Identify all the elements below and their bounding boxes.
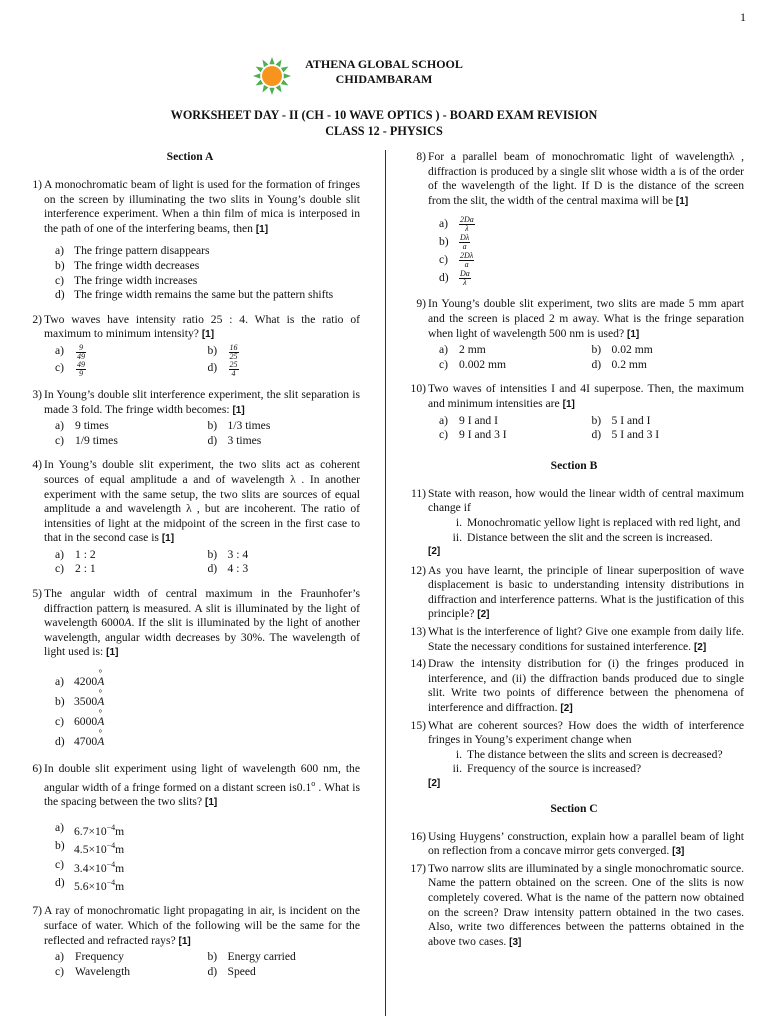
- options: [439, 414, 744, 443]
- option-letter: d): [207, 360, 218, 374]
- option-exponent: −4: [106, 859, 116, 869]
- question-text: State with reason, how would the linear width of central maximum change if: [428, 486, 744, 515]
- option-letter: d): [439, 271, 449, 285]
- option-exponent: −4: [106, 822, 116, 832]
- fraction: [459, 216, 475, 233]
- question-text: In Young’s double slit interference experiment, the slit separation is made 3 fold. The fringe width becomes:: [44, 387, 360, 416]
- option-mantissa: 6.7×10: [74, 824, 107, 838]
- option-b: [208, 548, 361, 563]
- sub-question-label: i.: [455, 515, 462, 529]
- question-5: [20, 587, 360, 752]
- angstrom-unit: ° A: [97, 732, 104, 752]
- sub-question-i: [442, 516, 744, 531]
- option-text: Energy carried: [227, 950, 296, 964]
- option-letter: c): [55, 433, 65, 447]
- section-a-heading: Section A: [166, 150, 214, 163]
- sub-question-text: The distance between the slits and screen is decreased?: [467, 747, 723, 761]
- option-letter: c): [55, 857, 65, 871]
- question-number: 6): [32, 762, 42, 776]
- option-b: [55, 839, 360, 857]
- option-c: [55, 562, 208, 577]
- marks: [2]: [428, 778, 441, 789]
- option-letter: a): [55, 343, 65, 357]
- option-letter: a): [439, 343, 449, 357]
- option-text: 4200: [74, 675, 98, 689]
- option-letter: a): [55, 675, 65, 689]
- denominator: 25: [229, 351, 238, 361]
- option-text: 9 I and I: [459, 413, 498, 427]
- option-a: [55, 821, 360, 839]
- option-letter: d): [55, 735, 65, 749]
- marks: [1]: [232, 404, 245, 416]
- option-letter: d): [207, 433, 218, 447]
- sub-question-ii: [442, 762, 744, 777]
- question-3: [20, 388, 360, 448]
- question-4: [20, 458, 360, 577]
- sub-question-label: ii.: [452, 530, 462, 544]
- left-column: [20, 150, 360, 989]
- marks: [1]: [106, 647, 119, 659]
- marks: [1]: [627, 328, 640, 340]
- marks: [1]: [562, 398, 575, 410]
- option-unit: m: [115, 879, 125, 893]
- option-letter: b): [55, 695, 65, 709]
- options: [439, 343, 744, 372]
- question-11: [404, 487, 744, 560]
- option-text: 3 : 4: [227, 547, 249, 561]
- option-letter: b): [55, 258, 65, 272]
- option-c: [55, 858, 360, 876]
- option-letter: b): [207, 343, 218, 357]
- option-letter: c): [55, 964, 65, 978]
- question-number: 11): [410, 486, 426, 500]
- angstrom-unit: ° A: [97, 712, 104, 732]
- question-10: [404, 382, 744, 442]
- option-letter: c): [55, 715, 65, 729]
- section-b-heading: Section B: [550, 458, 598, 472]
- option-letter: d): [207, 964, 218, 978]
- question-2: [20, 313, 360, 378]
- angstrom-unit: ° A: [97, 692, 104, 712]
- sub-question-ii: [442, 531, 744, 546]
- option-b: [208, 344, 361, 361]
- options: [55, 419, 360, 448]
- option-b: [208, 419, 361, 434]
- question-text-cont: . What is the spacing between the two slits?: [44, 780, 361, 809]
- fraction: [459, 252, 474, 269]
- sub-questions: [442, 516, 744, 545]
- question-number: 13): [410, 625, 426, 639]
- option-text: 5 I and I: [611, 413, 651, 427]
- option-letter: b): [207, 547, 218, 561]
- option-b: [208, 950, 361, 965]
- option-text: 2 mm: [459, 343, 486, 357]
- option-letter: c): [55, 273, 65, 287]
- worksheet-title: WORKSHEET DAY - II (CH - 10 WAVE OPTICS ) - BOARD EXAM REVISION: [170, 108, 598, 122]
- marks: [1]: [201, 329, 215, 341]
- question-16: [404, 830, 744, 860]
- question-text: What is the interference of light? Give one example from daily life. State the necessary conditions for sustained interference.: [428, 625, 744, 653]
- question-text: In double slit experiment using light of wavelength 600 nm, the angular width of a fringe formed on a distant screen is0.1: [44, 762, 360, 794]
- question-number: 10): [410, 382, 426, 396]
- option-mantissa: 3.4×10: [74, 861, 107, 875]
- question-text-cont: . If the slit is illuminated by the light of another wavelength, angular width decreases by 30%. The wavelength of light used is:: [44, 616, 360, 659]
- option-d: [55, 288, 360, 303]
- question-8: [404, 150, 744, 287]
- page-number: 1: [740, 10, 746, 24]
- angstrom-unit: ° A: [124, 616, 131, 631]
- option-d: [55, 732, 360, 752]
- question-number: 16): [410, 829, 426, 843]
- marks: [2]: [477, 609, 490, 621]
- question-15: [404, 719, 744, 792]
- option-exponent: −4: [106, 878, 116, 888]
- option-text: 1/9 times: [75, 433, 118, 447]
- option-c: [55, 361, 208, 378]
- option-exponent: −4: [106, 841, 116, 851]
- option-letter: c): [55, 562, 65, 576]
- question-12: [404, 564, 744, 623]
- question-number: 8): [416, 150, 426, 163]
- marks: [1]: [675, 195, 689, 207]
- numerator: 2Dλ: [460, 251, 474, 261]
- option-d: [592, 428, 745, 443]
- option-c: [439, 358, 592, 373]
- marks: [1]: [161, 533, 175, 545]
- question-text: The angular width of central maximum in the Fraunhofer’s diffraction pattern is measured. A slit is illuminated by the light of wavelength 6000: [44, 587, 360, 630]
- option-letter: d): [207, 562, 218, 576]
- option-text: Wavelength: [75, 964, 131, 978]
- numerator: 9: [76, 344, 86, 353]
- option-text: 5 I and 3 I: [611, 428, 660, 442]
- numerator: 49: [77, 359, 85, 369]
- option-a: [55, 344, 208, 361]
- question-number: 4): [32, 458, 42, 472]
- degree-symbol: o: [311, 778, 316, 788]
- option-text: The fringe pattern disappears: [74, 244, 210, 258]
- option-a: [55, 548, 208, 563]
- option-text: 0.02 mm: [611, 343, 653, 357]
- question-text: In Young’s double slit experiment, two slits are made 5 mm apart and the screen is placed 2 m away. What is the fringe separation when light of wavelength 500 nm is used?: [428, 297, 744, 340]
- marks: [2]: [560, 703, 573, 715]
- option-letter: b): [55, 839, 65, 853]
- option-mantissa: 4.5×10: [74, 842, 107, 856]
- option-unit: m: [115, 824, 125, 838]
- option-text: 9 I and 3 I: [459, 428, 507, 442]
- option-letter: a): [55, 547, 65, 561]
- marks: [1]: [205, 797, 218, 809]
- question-number: 17): [410, 861, 426, 875]
- angstrom-unit: ° A: [97, 672, 104, 692]
- option-unit: m: [115, 842, 125, 856]
- question-6: [20, 762, 360, 894]
- question-number: 2): [32, 312, 42, 326]
- options: [55, 950, 360, 979]
- fraction: [76, 344, 86, 361]
- sub-questions: [442, 748, 744, 777]
- option-letter: c): [439, 428, 449, 442]
- denominator: 4: [231, 368, 236, 378]
- option-a: [55, 419, 208, 434]
- option-letter: d): [55, 288, 65, 302]
- numerator: 16: [229, 342, 238, 352]
- question-number: 15): [410, 718, 426, 732]
- denominator: λ: [463, 278, 467, 288]
- option-mantissa: 5.6×10: [74, 879, 107, 893]
- option-text: 0.002 mm: [459, 357, 507, 371]
- option-letter: c): [439, 253, 449, 267]
- school-city: CHIDAMBARAM: [335, 72, 433, 86]
- option-a: [439, 215, 744, 233]
- option-text: The fringe width decreases: [74, 258, 200, 272]
- option-letter: c): [439, 357, 449, 371]
- option-b: [592, 414, 745, 429]
- question-text: A ray of monochromatic light propagating in air, is incident on the surface of water. Which of the following will be the same for the reflected and refracted rays?: [44, 904, 360, 947]
- option-b: [439, 233, 744, 251]
- option-d: [208, 562, 361, 577]
- denominator: 9: [79, 368, 83, 378]
- question-9: [404, 297, 744, 372]
- option-d: [208, 434, 361, 449]
- option-letter: a): [439, 413, 449, 427]
- option-a: [55, 244, 360, 259]
- options: [55, 548, 360, 577]
- option-text: 6000: [74, 715, 98, 729]
- denominator: 49: [77, 351, 85, 361]
- option-unit: m: [115, 861, 125, 875]
- option-letter: a): [55, 244, 65, 258]
- marks: [2]: [693, 641, 707, 653]
- sub-question-i: [442, 748, 744, 763]
- option-text: The fringe width remains the same but the pattern shifts: [74, 288, 334, 302]
- option-c: [55, 434, 208, 449]
- option-c: [439, 251, 744, 269]
- right-column: [404, 150, 744, 960]
- question-text: What are coherent sources? How does the width of interference fringes in Young’s experiment change when: [428, 718, 744, 747]
- option-text: 3 times: [227, 433, 262, 447]
- section-c-heading: Section C: [550, 801, 598, 815]
- question-text: Using Huygens’ construction, explain how a parallel beam of light on reflection from a concave mirror gets converged.: [428, 829, 744, 858]
- option-text: 9 times: [75, 419, 109, 433]
- fraction: [76, 361, 86, 378]
- option-c: [439, 428, 592, 443]
- denominator: λ: [465, 224, 469, 234]
- option-letter: a): [55, 820, 65, 834]
- question-text: For a parallel beam of monochromatic light of wavelengthλ , diffraction is produced by a single slit whose width a is of the order of the wavelength of the light. If D is the distance of the screen from the slit, the width of the central maxima will be: [428, 150, 744, 207]
- option-a: [55, 950, 208, 965]
- option-letter: b): [591, 343, 602, 357]
- question-text: A monochromatic beam of light is used for the formation of fringes on the screen by illuminating the two slits in Young’s double slit interference experiment. When a thin film of mica is interposed in the path of one of the interfering beams, then: [44, 178, 360, 235]
- option-text: The fringe width increases: [74, 273, 198, 287]
- options: [55, 344, 360, 378]
- numerator: Da: [460, 269, 470, 279]
- question-14: [404, 657, 744, 716]
- question-number: 7): [32, 904, 42, 918]
- question-number: 3): [32, 387, 42, 401]
- option-letter: d): [55, 876, 65, 890]
- sub-question-text: Frequency of the source is increased?: [467, 762, 642, 776]
- option-text: 1/3 times: [227, 419, 271, 433]
- question-number: 5): [32, 587, 42, 601]
- fraction: [459, 234, 470, 251]
- option-d: [208, 361, 361, 378]
- option-text: 0.2 mm: [611, 357, 647, 371]
- question-number: 14): [410, 657, 426, 671]
- numerator: 2Da: [460, 215, 474, 225]
- question-text: Two narrow slits are illuminated by a single monochromatic source. Name the pattern obtained on the screen. One of the slits is now completely covered. What is the name of the pattern now obtained on the screen? Draw intensity pattern obtained in the two cases. Also, write two differences between the patterns obtained in the above two cases.: [428, 861, 744, 948]
- fraction: [229, 344, 239, 361]
- marks: [1]: [178, 935, 191, 947]
- option-b: [592, 343, 745, 358]
- options: [55, 244, 360, 302]
- fraction: [229, 361, 239, 378]
- option-text: Speed: [227, 964, 256, 978]
- option-text: Frequency: [75, 950, 124, 964]
- question-number: 1): [32, 178, 42, 191]
- options: [439, 215, 744, 287]
- option-d: [55, 876, 360, 894]
- marks: [1]: [255, 223, 269, 235]
- numerator: Dλ: [460, 233, 470, 243]
- option-text: 4 : 3: [227, 562, 249, 576]
- school-name: ATHENA GLOBAL SCHOOL: [305, 57, 463, 71]
- denominator: a: [462, 242, 467, 252]
- option-letter: b): [591, 413, 602, 427]
- class-title: CLASS 12 - PHYSICS: [325, 124, 443, 138]
- option-text: 3500: [74, 695, 98, 709]
- option-letter: a): [55, 950, 65, 964]
- option-d: [208, 965, 361, 980]
- option-c: [55, 965, 208, 980]
- question-text: As you have learnt, the principle of linear superposition of wave displacement is basic to understanding intensity distributions in diffraction and interference patterns. What is the justification of this principle?: [428, 563, 744, 621]
- question-text: Two waves have intensity ratio 25 : 4. What is the ratio of maximum to minimum intensity?: [44, 312, 360, 341]
- option-text: 4700: [74, 735, 98, 749]
- question-text: In Young’s double slit experiment, the two slits act as coherent sources of equal amplitude a and of wavelength λ . In another experiment with the same setup, the two slits are sources of equal amplitude a and wavelength λ , but are incoherent. The ratio of intensities of light at the midpoint of the screen in the first case to that in the second case is: [44, 458, 360, 545]
- numerator: 25: [229, 359, 238, 369]
- question-text: Two waves of intensities I and 4I superpose. Then, the maximum and minimum intensities are: [428, 382, 744, 410]
- option-letter: d): [591, 428, 602, 442]
- question-17: [404, 862, 744, 951]
- marks: [3]: [509, 936, 522, 948]
- sun-ray: [269, 88, 274, 95]
- option-text: 2 : 1: [75, 562, 96, 576]
- question-number: 9): [416, 297, 426, 311]
- option-letter: a): [55, 419, 65, 433]
- marks: [2]: [428, 546, 441, 558]
- option-letter: a): [439, 217, 449, 231]
- option-letter: b): [207, 419, 218, 433]
- option-text: 1 : 2: [75, 547, 96, 561]
- question-13: [404, 625, 744, 655]
- column-divider: [385, 150, 386, 1016]
- option-letter: c): [55, 360, 65, 374]
- option-d: [439, 269, 744, 287]
- option-d: [592, 358, 745, 373]
- question-1: [20, 178, 360, 303]
- options: [55, 672, 360, 752]
- option-a: [439, 414, 592, 429]
- marks: [3]: [672, 846, 685, 858]
- options: [55, 821, 360, 895]
- question-number: 12): [410, 563, 426, 577]
- option-a: [439, 343, 592, 358]
- option-letter: b): [439, 235, 449, 249]
- option-c: [55, 274, 360, 289]
- sub-question-text: Distance between the slit and the screen is increased.: [467, 530, 713, 544]
- option-letter: d): [591, 357, 602, 371]
- question-7: [20, 904, 360, 979]
- sub-question-text: Monochromatic yellow light is replaced with red light, and: [467, 515, 741, 529]
- denominator: a: [464, 260, 469, 270]
- question-text: Draw the intensity distribution for (i) the fringes produced in interference, and (ii) the diffraction bands produced due to single slit. Write two points of difference between the phenomena of interference and diffraction.: [428, 657, 744, 715]
- sub-question-label: ii.: [452, 762, 462, 776]
- sub-question-label: i.: [455, 747, 462, 761]
- option-b: [55, 259, 360, 274]
- fraction: [459, 270, 471, 287]
- option-letter: b): [207, 950, 218, 964]
